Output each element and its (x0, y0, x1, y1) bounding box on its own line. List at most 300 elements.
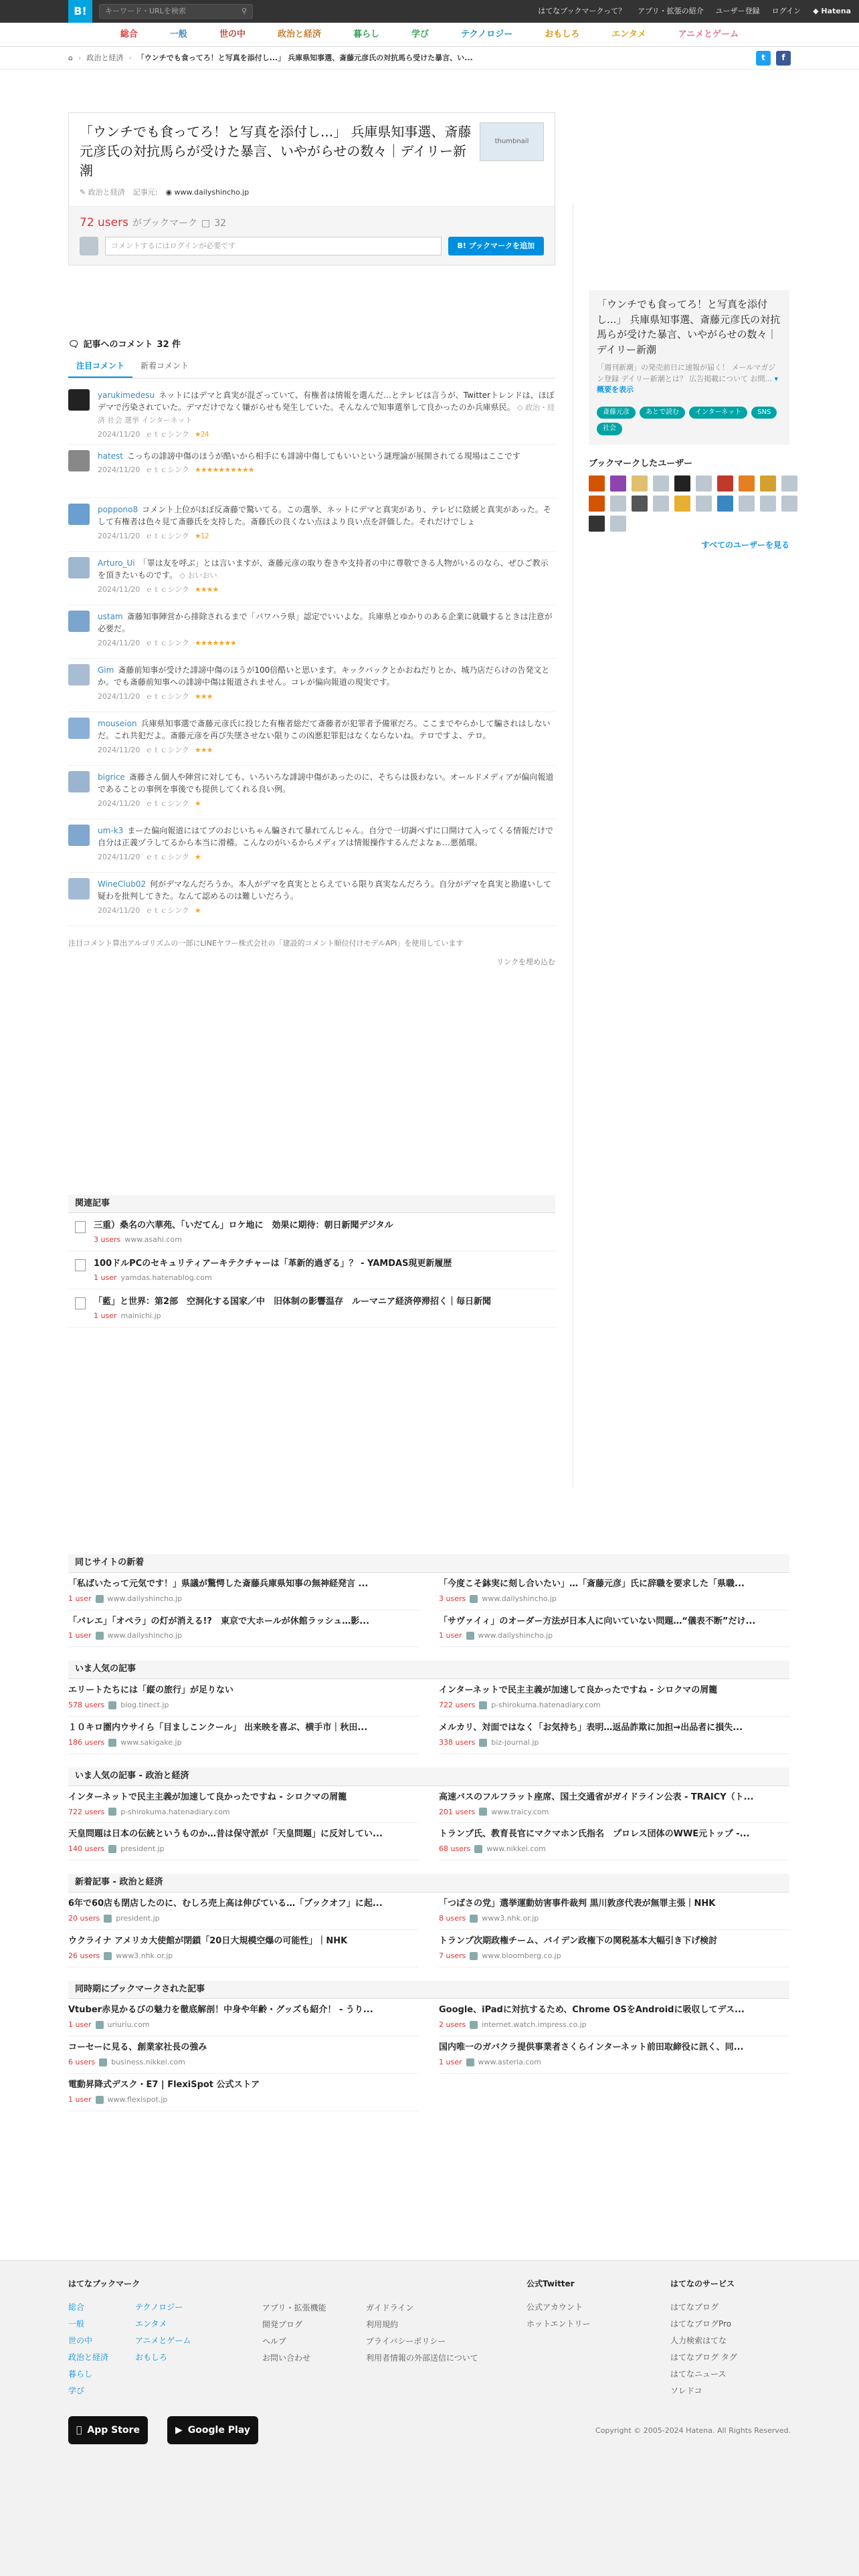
comment-link[interactable]: ｅｔｃシンク (145, 745, 189, 754)
article-users[interactable]: 68 users (439, 1844, 471, 1854)
star-rating[interactable]: ★★★★ (194, 584, 219, 594)
article-users[interactable]: 26 users (68, 1951, 100, 1960)
category-life[interactable]: 暮らし (353, 29, 379, 39)
user-avatar[interactable] (653, 475, 669, 492)
star-rating[interactable]: ★★★★★★★★★★ (194, 465, 254, 475)
comment-username[interactable]: yarukimedesu (98, 390, 155, 400)
user-avatar[interactable] (68, 450, 90, 471)
star-rating[interactable]: ★★★ (194, 691, 213, 701)
comment-icon: □ (201, 217, 211, 229)
comment-date[interactable]: 2024/11/20 (98, 691, 140, 701)
footer-link[interactable]: エンタメ (135, 2319, 167, 2329)
article-users[interactable]: 1 user (68, 1631, 92, 1640)
footer-link[interactable]: プライバシーポリシー (366, 2337, 446, 2346)
favicon-icon (99, 2058, 107, 2066)
comment-tags-text: 政治・経済 社会 選挙 インターネット (98, 403, 555, 425)
user-avatar[interactable] (717, 496, 733, 512)
article-item[interactable] (68, 1893, 419, 1930)
entry-meta (69, 187, 555, 207)
star-rating[interactable]: ★★★★★★★ (194, 638, 236, 647)
comment-link[interactable]: ｅｔｃシンク (145, 798, 189, 808)
article-item[interactable] (68, 1786, 419, 1824)
bookmarked-users-heading: ブックマークしたユーザー (589, 458, 693, 469)
article-section (68, 1981, 789, 2111)
article-users[interactable]: 2 users (439, 2020, 466, 2030)
category-entertainment[interactable]: エンタメ (611, 29, 646, 39)
source-domain[interactable]: ◉ www.dailyshincho.jp (165, 188, 250, 197)
user-avatar[interactable] (68, 611, 90, 632)
article-item[interactable] (439, 1893, 789, 1930)
favicon-icon (104, 1952, 112, 1960)
category-politics[interactable]: 政治と経済 (277, 29, 321, 39)
article-domain: www3.nhk.or.jp (482, 1913, 539, 1923)
related-domain: yamdas.hatenablog.com (120, 1273, 212, 1282)
footer-link[interactable]: アニメとゲーム (135, 2336, 191, 2346)
footer-link[interactable]: 人力検索はてな (670, 2336, 727, 2346)
google-play-badge[interactable] (167, 2416, 258, 2444)
search-icon[interactable]: ⚲ (241, 7, 247, 16)
user-avatar[interactable] (696, 496, 712, 512)
related-users[interactable]: 3 users (94, 1235, 121, 1245)
article-users[interactable]: 338 users (439, 1737, 476, 1747)
hatena-brand[interactable]: ◆ Hatena (813, 7, 851, 16)
article-item[interactable] (68, 1823, 419, 1860)
article-users[interactable]: 1 user (68, 2095, 92, 2104)
user-avatar[interactable] (589, 496, 605, 512)
footer-heading: はてなのサービス (670, 2279, 735, 2288)
article-item[interactable] (439, 1679, 789, 1717)
article-users[interactable]: 3 users (439, 1594, 466, 1603)
category-general[interactable]: 総合 (120, 29, 138, 39)
related-domain: mainichi.jp (120, 1311, 161, 1320)
footer-link[interactable]: 学び (68, 2386, 85, 2396)
user-avatar[interactable] (760, 475, 776, 492)
user-avatar[interactable] (674, 496, 690, 512)
tag[interactable]: 斎藤元彦 (597, 407, 636, 419)
entry-card (68, 112, 555, 265)
user-avatar[interactable] (653, 496, 669, 512)
article-domain: www.dailyshincho.jp (482, 1594, 557, 1603)
footer-link[interactable]: ソレドコ (670, 2386, 702, 2396)
sidebar-title[interactable]: 「ウンチでも食ってろ！と写真を添付し...」 兵庫県知事選、斎藤元彦氏の対抗馬らが受けた暴言、いやがらせの数々｜デイリー新潮 (597, 298, 781, 356)
comment-link[interactable]: ｅｔｃシンク (145, 465, 189, 475)
article-title[interactable]: 国内唯一のガバクラ提供事業者さくらインターネット前田取締役に訊く、同... (439, 2042, 744, 2053)
comment-username[interactable]: poppono8 (98, 504, 138, 514)
comment-text: まーた偏向報道にはてブのおじいちゃん騙されて暴れてんじゃん。自分で一切調べずに口開けて入ってくる情報だけで自分は正義ヅラしてるから本当に滑稽。こんなのがいるからメディアは情報操作するんだよなぁ…悪循環。 (98, 825, 553, 848)
share-buttons (756, 51, 791, 66)
related-item[interactable] (68, 1251, 555, 1289)
tab-new-comments[interactable]: 新着コメント (140, 361, 189, 371)
comment-link[interactable]: ｅｔｃシンク (145, 638, 189, 647)
user-avatar[interactable] (68, 664, 90, 685)
top-header (0, 0, 859, 23)
article-title[interactable]: トランプ次期政権チーム、バイデン政権下の関税基本大幅引き下げ検討 (439, 1935, 718, 1946)
comment-link[interactable]: ｅｔｃシンク (145, 691, 189, 701)
article-users[interactable]: 6 users (68, 2058, 96, 2067)
category-fun[interactable]: おもしろ (545, 29, 580, 39)
footer-link[interactable]: お問い合わせ (262, 2353, 311, 2363)
comment-username[interactable]: Arturo_Ui (98, 558, 135, 568)
article-item[interactable] (68, 1573, 419, 1610)
breadcrumb-parent[interactable]: 政治と経済 (86, 53, 124, 62)
comment-body (98, 718, 555, 761)
footer-link[interactable]: ガイドライン (366, 2303, 414, 2313)
apple-icon (76, 2424, 82, 2437)
article-title[interactable]: １０キロ圏内ウサイら「目ましこンクール」 出来映を喜ぶ、横手市｜秋田... (68, 1723, 368, 1733)
footer-link[interactable]: はてなブログ タグ (670, 2353, 737, 2363)
star-rating[interactable]: ★12 (194, 531, 209, 540)
entry-title[interactable]: 「ウンチでも食ってろ！と写真を添付し...」 兵庫県知事選、斎藤元彦氏の対抗馬らが受けた暴言、いやがらせの数々｜デイリー新潮 (80, 124, 472, 179)
comment-date[interactable]: 2024/11/20 (98, 798, 140, 808)
comment-item (68, 384, 555, 445)
users-suffix: がブックマーク (132, 217, 198, 229)
comment-username[interactable]: WineClub02 (98, 879, 147, 889)
article-users[interactable]: 201 users (439, 1807, 476, 1816)
article-item[interactable] (68, 1930, 419, 1967)
comment-body (98, 771, 555, 815)
user-avatar[interactable] (781, 496, 797, 512)
favicon-icon (466, 1632, 474, 1640)
add-bookmark-button[interactable]: B! ブックマークを追加 (448, 237, 544, 255)
tag[interactable]: インターネット (689, 407, 747, 419)
comment-username[interactable]: Gim (98, 665, 114, 675)
user-avatar[interactable] (610, 516, 626, 532)
header-link-apps[interactable]: アプリ・拡張の紹介 (638, 7, 704, 16)
comment-footer (98, 851, 555, 863)
article-users[interactable]: 722 users (439, 1701, 476, 1710)
comment-username[interactable]: ustam (98, 611, 123, 621)
comment-text-line (98, 771, 555, 796)
comment-text: 何がデマなんだろうか。本人がデマを真実ととらえている限り真実なんだろう。自分がデマを真実と勘違いして疑わを批判してきた。なんて認めるのは難しいだろう。 (98, 879, 552, 901)
article-title[interactable]: コーセーに見る、創業家社長の強み (68, 2042, 207, 2053)
article-title[interactable]: Google、iPadに対抗するため、Chrome OSをAndroidに吸収してデス... (439, 2005, 745, 2016)
footer-link[interactable]: 利用規約 (366, 2320, 399, 2329)
user-avatar[interactable] (589, 475, 605, 492)
footer-link[interactable]: 利用者情報の外部送信について (366, 2353, 478, 2363)
comment-text: こっちの誹謗中傷のほうが酷いから相手にも誹謗中傷してもいいという謎理論が展開されてる現場はここです (127, 451, 520, 461)
article-title[interactable]: 「つばさの党」選挙運動妨害事件裁判 黒川敦彦代表が無罪主張｜NHK (439, 1899, 716, 1909)
article-domain: internet.watch.impress.co.jp (482, 2020, 587, 2030)
favicon-icon (466, 2058, 474, 2066)
comment-date[interactable]: 2024/11/20 (98, 531, 140, 540)
footer-link[interactable]: おもしろ (135, 2353, 168, 2363)
favicon-icon (479, 1739, 487, 1747)
article-title[interactable]: インターネットで民主主義が加速して良かったですね - シロクマの屑籠 (439, 1685, 718, 1696)
user-avatar[interactable] (696, 475, 712, 492)
user-avatar[interactable] (717, 475, 733, 492)
comment-text: 「罪は友を呼ぶ」とは言いますが、斎藤元彦の取り巻きや支持者の中に尊敬できる人物がいるのなら、ぜひご教示を頂きたいものです。 (98, 558, 549, 580)
article-meta (68, 1913, 419, 1924)
article-title[interactable]: 「私ばいたって元気です！」県議が驚愕した斎藤兵庫県知事の無神経発言 ... (68, 1578, 369, 1589)
article-domain: www.asteria.com (478, 2058, 541, 2067)
comment-username[interactable]: um-k3 (98, 825, 124, 835)
article-item[interactable] (68, 1717, 419, 1754)
comment-body (98, 557, 555, 601)
footer-link[interactable]: 暮らし (68, 2369, 93, 2379)
article-domain: www.nikkei.com (486, 1844, 546, 1854)
comment-body (98, 825, 555, 868)
comment-text-line (98, 504, 555, 528)
article-item[interactable] (439, 2036, 789, 2074)
comment-text-line (98, 718, 555, 742)
all-users-link[interactable]: すべてのユーザーを見る (701, 540, 789, 550)
comment-date[interactable]: 2024/11/20 (98, 852, 140, 861)
tag-list (597, 407, 781, 435)
category-world[interactable]: 世の中 (219, 29, 246, 39)
article-title[interactable]: ウクライナ アメリカ大使館が閉鎖「20日大規模空爆の可能性」｜NHK (68, 1935, 348, 1946)
article-item[interactable] (68, 2074, 419, 2111)
comments-heading-label: 記事へのコメント (83, 339, 153, 350)
article-domain: p-shirokuma.hatenadiary.com (120, 1807, 230, 1816)
hatena-bookmark-logo[interactable]: B! (68, 0, 92, 23)
user-avatar[interactable] (610, 496, 626, 512)
main-column (68, 92, 555, 1327)
footer (0, 2260, 859, 2576)
related-title[interactable]: 三重）桑名の六華苑、「いだてん」ロケ地に 効果に期待：朝日新聞デジタル (94, 1220, 393, 1231)
related-users[interactable]: 1 user (94, 1273, 117, 1282)
article-item[interactable] (439, 1999, 789, 2036)
footer-link[interactable]: 一般 (68, 2319, 85, 2329)
related-title[interactable]: 「藍」と世界：第2部 空洞化する国家／中 旧体制の影響温存 ルーマニア経済停滞招く｜毎日新聞 (94, 1296, 492, 1307)
article-domain: www.bloomberg.co.jp (482, 1951, 561, 1960)
users-line (80, 215, 544, 231)
home-icon[interactable]: ⌂ (68, 53, 73, 62)
user-avatar[interactable] (739, 496, 755, 512)
comment-text: 斎藤さん個人や陣営に対しても、いろいろな誹謗中傷があったのに、そちらは扱わない。オールドメディアが偏向報道であることの事例を事後でも提供してくれる良い例。 (98, 772, 554, 794)
related-body (94, 1220, 393, 1245)
article-item[interactable] (68, 2036, 419, 2074)
category-anime-game[interactable]: アニメとゲーム (678, 29, 739, 39)
footer-link[interactable]: 開発ブログ (262, 2320, 303, 2329)
article-meta (439, 2057, 789, 2068)
comment-footer (98, 464, 555, 475)
section-heading: 同時期にブックマークされた記事 (68, 1981, 789, 2000)
related-body (94, 1258, 452, 1283)
user-avatar[interactable] (68, 878, 90, 899)
comment-item (68, 766, 555, 819)
google-play-label: Google Play (187, 2424, 250, 2436)
article-meta (68, 1630, 419, 1641)
favicon-icon (108, 1845, 116, 1853)
app-store-badge[interactable] (68, 2416, 148, 2444)
star-rating[interactable]: ★ (194, 852, 201, 861)
comment-date[interactable]: 2024/11/20 (98, 745, 140, 754)
category-tech[interactable]: テクノロジー (461, 29, 513, 39)
comment-username[interactable]: hatest (98, 451, 124, 461)
twitter-share-icon[interactable]: t (756, 51, 771, 66)
related-users[interactable]: 1 user (94, 1311, 117, 1320)
comment-footer (98, 530, 555, 542)
facebook-share-icon[interactable]: f (776, 51, 791, 66)
article-item[interactable] (439, 1573, 789, 1610)
related-item[interactable] (68, 1289, 555, 1327)
footer-link[interactable]: 政治と経済 (68, 2353, 109, 2363)
related-item[interactable] (68, 1213, 555, 1251)
article-users[interactable]: 578 users (68, 1701, 105, 1710)
comment-link[interactable]: ｅｔｃシンク (145, 905, 189, 915)
article-title[interactable]: 「今度こそ鉢実に刻し合いたい」…「斎藤元彦」氏に辞職を要求した「県職... (439, 1578, 745, 1589)
user-avatar[interactable] (68, 771, 90, 792)
search-input[interactable] (99, 4, 253, 19)
user-avatar[interactable] (632, 475, 648, 492)
article-meta (439, 1951, 789, 1961)
header-link-register[interactable]: ユーザー登録 (715, 7, 760, 16)
user-avatar[interactable] (68, 557, 90, 578)
favicon-icon (96, 1632, 104, 1640)
header-link-login[interactable]: ログイン (771, 7, 801, 16)
user-avatar[interactable] (68, 504, 90, 525)
article-item[interactable] (439, 1717, 789, 1754)
user-avatar[interactable] (739, 475, 755, 492)
article-title[interactable]: 「バレエ」「オペラ」の灯が消える!? 東京で大ホールが休館ラッシュ…影... (68, 1616, 370, 1626)
article-section (68, 1660, 789, 1753)
favicon-icon (108, 1808, 116, 1816)
tag[interactable]: SNS (751, 407, 777, 419)
article-users[interactable]: 722 users (68, 1807, 105, 1816)
article-item[interactable] (439, 1786, 789, 1824)
article-title[interactable]: 電動昇降式デスク・E7 | FlexiSpot 公式ストア (68, 2080, 260, 2090)
related-title[interactable]: 100ドルPCのセキュリティアーキテクチャーは「革新的過ぎる」？ - YAMDAS現更新履歴 (94, 1259, 452, 1269)
article-section (68, 1767, 789, 1860)
article-title[interactable]: エリートたちには「縦の旅行」が足りない (68, 1685, 234, 1696)
star-rating[interactable]: ★ (194, 798, 201, 808)
article-meta (68, 2020, 419, 2030)
article-domain: blog.tinect.jp (120, 1701, 169, 1710)
comment-footer (98, 691, 555, 702)
comment-date[interactable]: 2024/11/20 (98, 429, 140, 439)
article-domain: www3.nhk.or.jp (116, 1951, 173, 1960)
article-title[interactable]: インターネットで民主主義が加速して良かったですね - シロクマの屑籠 (68, 1792, 347, 1802)
article-meta (439, 1594, 789, 1604)
user-avatar[interactable] (632, 496, 648, 512)
article-title[interactable]: 高速バスのフルフラット座席、国土交通省がガイドライン公表 - TRAICY（ト... (439, 1792, 754, 1802)
star-rating[interactable]: ★24 (194, 429, 209, 439)
article-title[interactable]: メルカリ、対面ではなく「お気持ち」表明…返品詐欺に加担→出品者に損失... (439, 1723, 743, 1733)
user-avatar[interactable] (68, 825, 90, 846)
comment-link[interactable]: ｅｔｃシンク (145, 531, 189, 540)
comment-link[interactable]: ｅｔｃシンク (145, 429, 189, 439)
article-item[interactable] (439, 1823, 789, 1860)
section-heading: 同じサイトの新着 (68, 1554, 789, 1573)
source-domain-text: www.dailyshincho.jp (174, 188, 250, 197)
article-item[interactable] (68, 1610, 419, 1648)
user-avatar[interactable] (68, 718, 90, 739)
user-avatar[interactable] (760, 496, 776, 512)
comment-body (98, 664, 555, 708)
tag[interactable]: あとで読む (640, 407, 685, 419)
comment-link[interactable]: ｅｔｃシンク (145, 584, 189, 594)
thumbnail-alt: thumbnail (494, 137, 529, 145)
star-rating[interactable]: ★★★ (194, 745, 213, 754)
entry-thumbnail[interactable] (480, 122, 544, 161)
footer-link[interactable]: テクノロジー (135, 2302, 183, 2313)
comments-count: 32 件 (157, 339, 181, 350)
footer-link[interactable]: 総合 (68, 2302, 85, 2313)
footer-link[interactable]: ホットエントリー (527, 2319, 591, 2329)
user-avatar[interactable] (68, 389, 90, 411)
comment-username[interactable]: bigrice (98, 772, 125, 782)
footer-link[interactable]: ヘルプ (262, 2337, 287, 2346)
comment-username[interactable]: mouseion (98, 718, 137, 728)
article-users[interactable]: 7 users (439, 1951, 466, 1960)
article-title[interactable]: Vtuber赤見かるびの魅力を徹底解剖！中身や年齢・グッズも紹介！ - うり... (68, 2005, 373, 2016)
article-users[interactable]: 1 user (439, 2058, 462, 2067)
tab-popular-comments[interactable]: 注目コメント (68, 356, 132, 377)
footer-link[interactable]: はてなブログPro (670, 2319, 732, 2329)
comment-link[interactable]: ｅｔｃシンク (145, 852, 189, 861)
comment-input[interactable]: コメントするにはログインが必要です (105, 237, 442, 255)
article-title[interactable]: 天皇問題は日本の伝統というものか…昔は保守派が「天皇問題」に反対してい... (68, 1829, 383, 1840)
article-users[interactable]: 1 user (439, 1631, 462, 1640)
comment-tags-text: おいおい (187, 571, 217, 580)
related-heading: 関連記事 (68, 1195, 555, 1214)
footer-col-services (670, 2278, 791, 2399)
user-avatar[interactable] (610, 475, 626, 492)
favicon-icon (108, 1739, 116, 1747)
footer-link[interactable]: はてなブログ (670, 2302, 719, 2313)
comment-text: 斎藤知事陣営から排除されるまで「パワハラ県」認定でいいよな。兵庫県とゆかりのある企業に就職するときは注意が必要だ。 (98, 611, 553, 634)
comment-text: 兵庫県知事選で斎藤元彦氏に投じた有権者総だて斎藤者が犯罪者予備軍だろ。ここまでやらかして騙されはしないだ。これ共犯だよ。斎藤元彦を再び失墜させない限りこの凶悪犯罪犯はなくならないね。テロですよ、テロ。 (98, 718, 551, 741)
article-item[interactable] (439, 1610, 789, 1648)
category-label[interactable]: ✎ 政治と経済 (80, 188, 125, 197)
header-link-about[interactable]: はてなブックマークって？ (538, 7, 626, 16)
user-avatar[interactable] (674, 475, 690, 492)
embed-link[interactable]: リンクを埋め込む (496, 957, 555, 966)
article-users[interactable]: 1 user (68, 1594, 92, 1603)
comment-date[interactable]: 2024/11/20 (98, 638, 140, 647)
footer-col-apps (262, 2278, 366, 2399)
favicon-icon (96, 2021, 104, 2029)
article-title[interactable]: 6年で60店も閉店したのに、むしろ売上高は伸びている…「ブックオフ」に起... (68, 1899, 383, 1909)
sidebar-description (597, 362, 781, 396)
footer-link[interactable]: 世の中 (68, 2336, 93, 2346)
article-users[interactable]: 140 users (68, 1844, 105, 1854)
footer-col-legal (366, 2278, 527, 2399)
article-item[interactable] (68, 1999, 419, 2036)
comment-body (98, 878, 555, 922)
comment-date[interactable]: 2024/11/20 (98, 465, 140, 475)
user-avatar[interactable] (589, 516, 605, 532)
star-rating[interactable]: ★ (194, 905, 201, 915)
article-title[interactable]: トランプ氏、教育長官にマクマホン氏指名 プロレス団体のWWE元トップ -... (439, 1829, 750, 1840)
user-avatar[interactable] (781, 475, 797, 492)
breadcrumb (0, 47, 859, 70)
category-learn[interactable]: 学び (411, 29, 429, 39)
show-summary-link[interactable]: ▾ 概要を表示 (597, 374, 779, 394)
category-ippan[interactable]: 一般 (169, 29, 187, 39)
article-users[interactable]: 186 users (68, 1737, 105, 1747)
article-meta (68, 1844, 419, 1854)
comment-footer (98, 905, 555, 916)
article-meta (68, 1737, 419, 1748)
article-users[interactable]: 8 users (439, 1913, 466, 1923)
comment-date[interactable]: 2024/11/20 (98, 584, 140, 594)
footer-link[interactable]: はてなニュース (670, 2369, 727, 2379)
comment-tags: ◇ おいおい (177, 571, 217, 580)
article-users[interactable]: 20 users (68, 1913, 100, 1923)
users-count[interactable]: 72 users (80, 215, 128, 229)
article-item[interactable] (68, 1679, 419, 1717)
tag[interactable]: 社会 (597, 423, 622, 435)
footer-link[interactable]: 公式アカウント (527, 2302, 583, 2313)
article-item[interactable] (439, 1930, 789, 1967)
article-users[interactable]: 1 user (68, 2020, 92, 2030)
comment-date[interactable]: 2024/11/20 (98, 905, 140, 915)
favicon-icon (470, 1952, 478, 1960)
article-title[interactable]: 「サヴァイィ」のオーダー方法が日本人に向いていない問題…“儀表不断”だけ... (439, 1616, 756, 1626)
footer-link[interactable]: アプリ・拡張機能 (262, 2303, 326, 2313)
comment-count: 32 (214, 217, 227, 229)
